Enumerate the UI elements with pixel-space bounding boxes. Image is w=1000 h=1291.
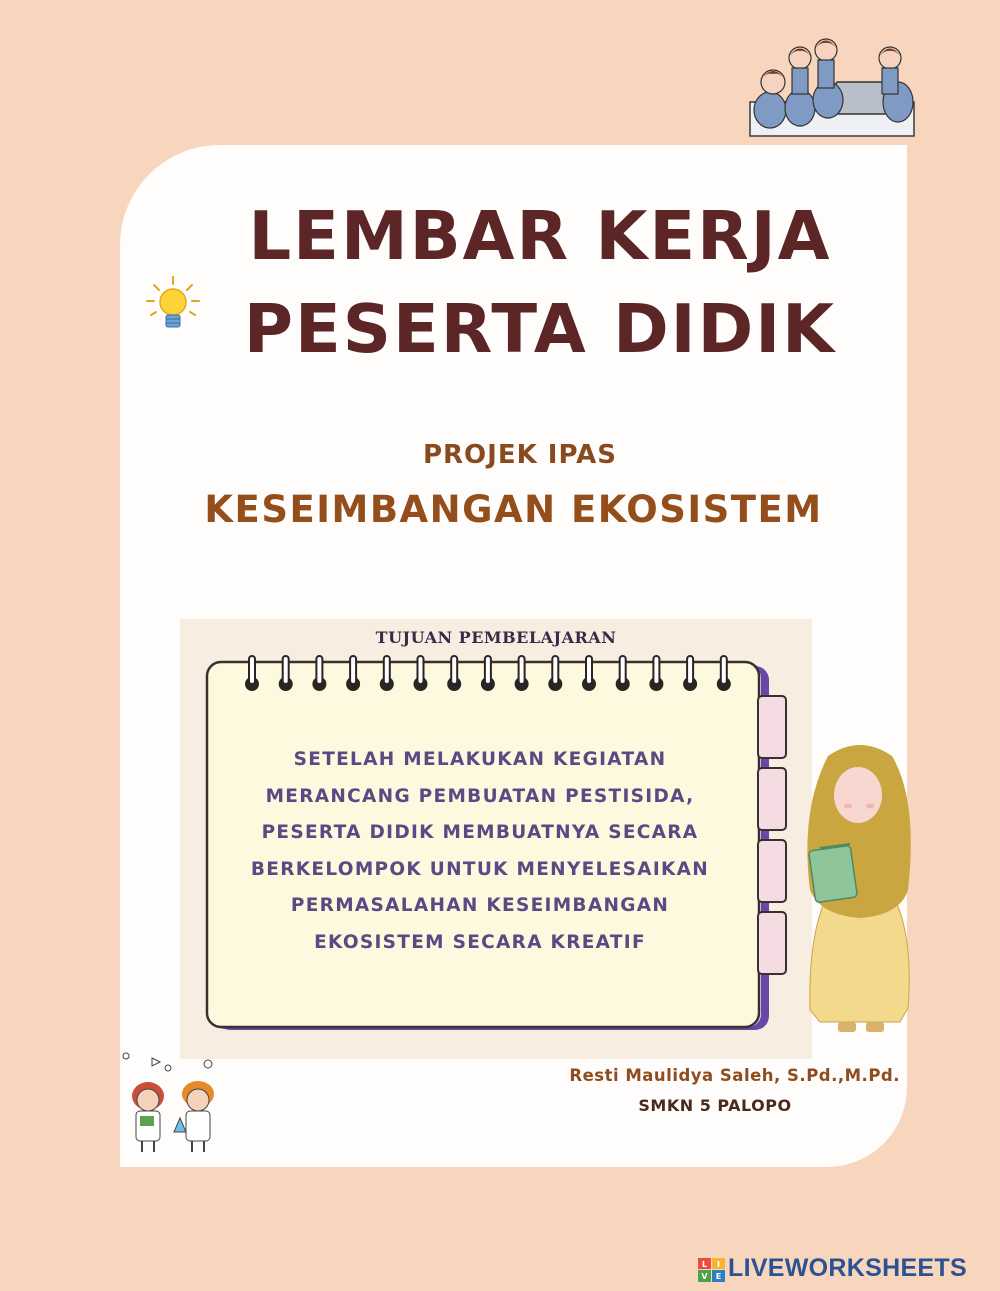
liveworksheets-brand[interactable]: LIVEWORKSHEETS <box>728 1254 967 1282</box>
objective-line: PESERTA DIDIK MEMBUATNYA SECARA <box>261 822 699 843</box>
objectives-text <box>225 742 735 961</box>
scientists-illustration <box>118 1048 226 1156</box>
logo-letter: E <box>715 1272 722 1281</box>
project-subtitle: PROJEK IPAS <box>422 440 617 470</box>
logo-letter: I <box>717 1260 720 1269</box>
title-line-2: PESERTA DIDIK <box>243 290 837 368</box>
topic-title: KESEIMBANGAN EKOSISTEM <box>204 488 823 531</box>
title-line-1: LEMBAR KERJA <box>248 197 832 275</box>
school-name: SMKN 5 PALOPO <box>638 1096 792 1115</box>
objective-line: MERANCANG PEMBUATAN PESTISIDA, <box>265 785 695 807</box>
objective-line: PERMASALAHAN KESEIMBANGAN <box>290 895 670 916</box>
objective-line: BERKELOMPOK UNTUK MENYELESAIKAN <box>250 858 710 880</box>
logo-letter: V <box>701 1272 708 1281</box>
objectives-heading: TUJUAN PEMBELAJARAN <box>375 628 617 647</box>
liveworksheets-logo-icon[interactable] <box>697 1257 727 1283</box>
objective-line: EKOSISTEM SECARA KREATIF <box>314 931 646 953</box>
hijab-girl-illustration <box>790 740 925 1040</box>
kids-laptop-illustration <box>748 30 916 138</box>
logo-letter: L <box>701 1260 708 1269</box>
objective-line: SETELAH MELAKUKAN KEGIATAN <box>293 749 667 770</box>
author-name: Resti Maulidya Saleh, S.Pd.,M.Pd. <box>569 1066 900 1085</box>
